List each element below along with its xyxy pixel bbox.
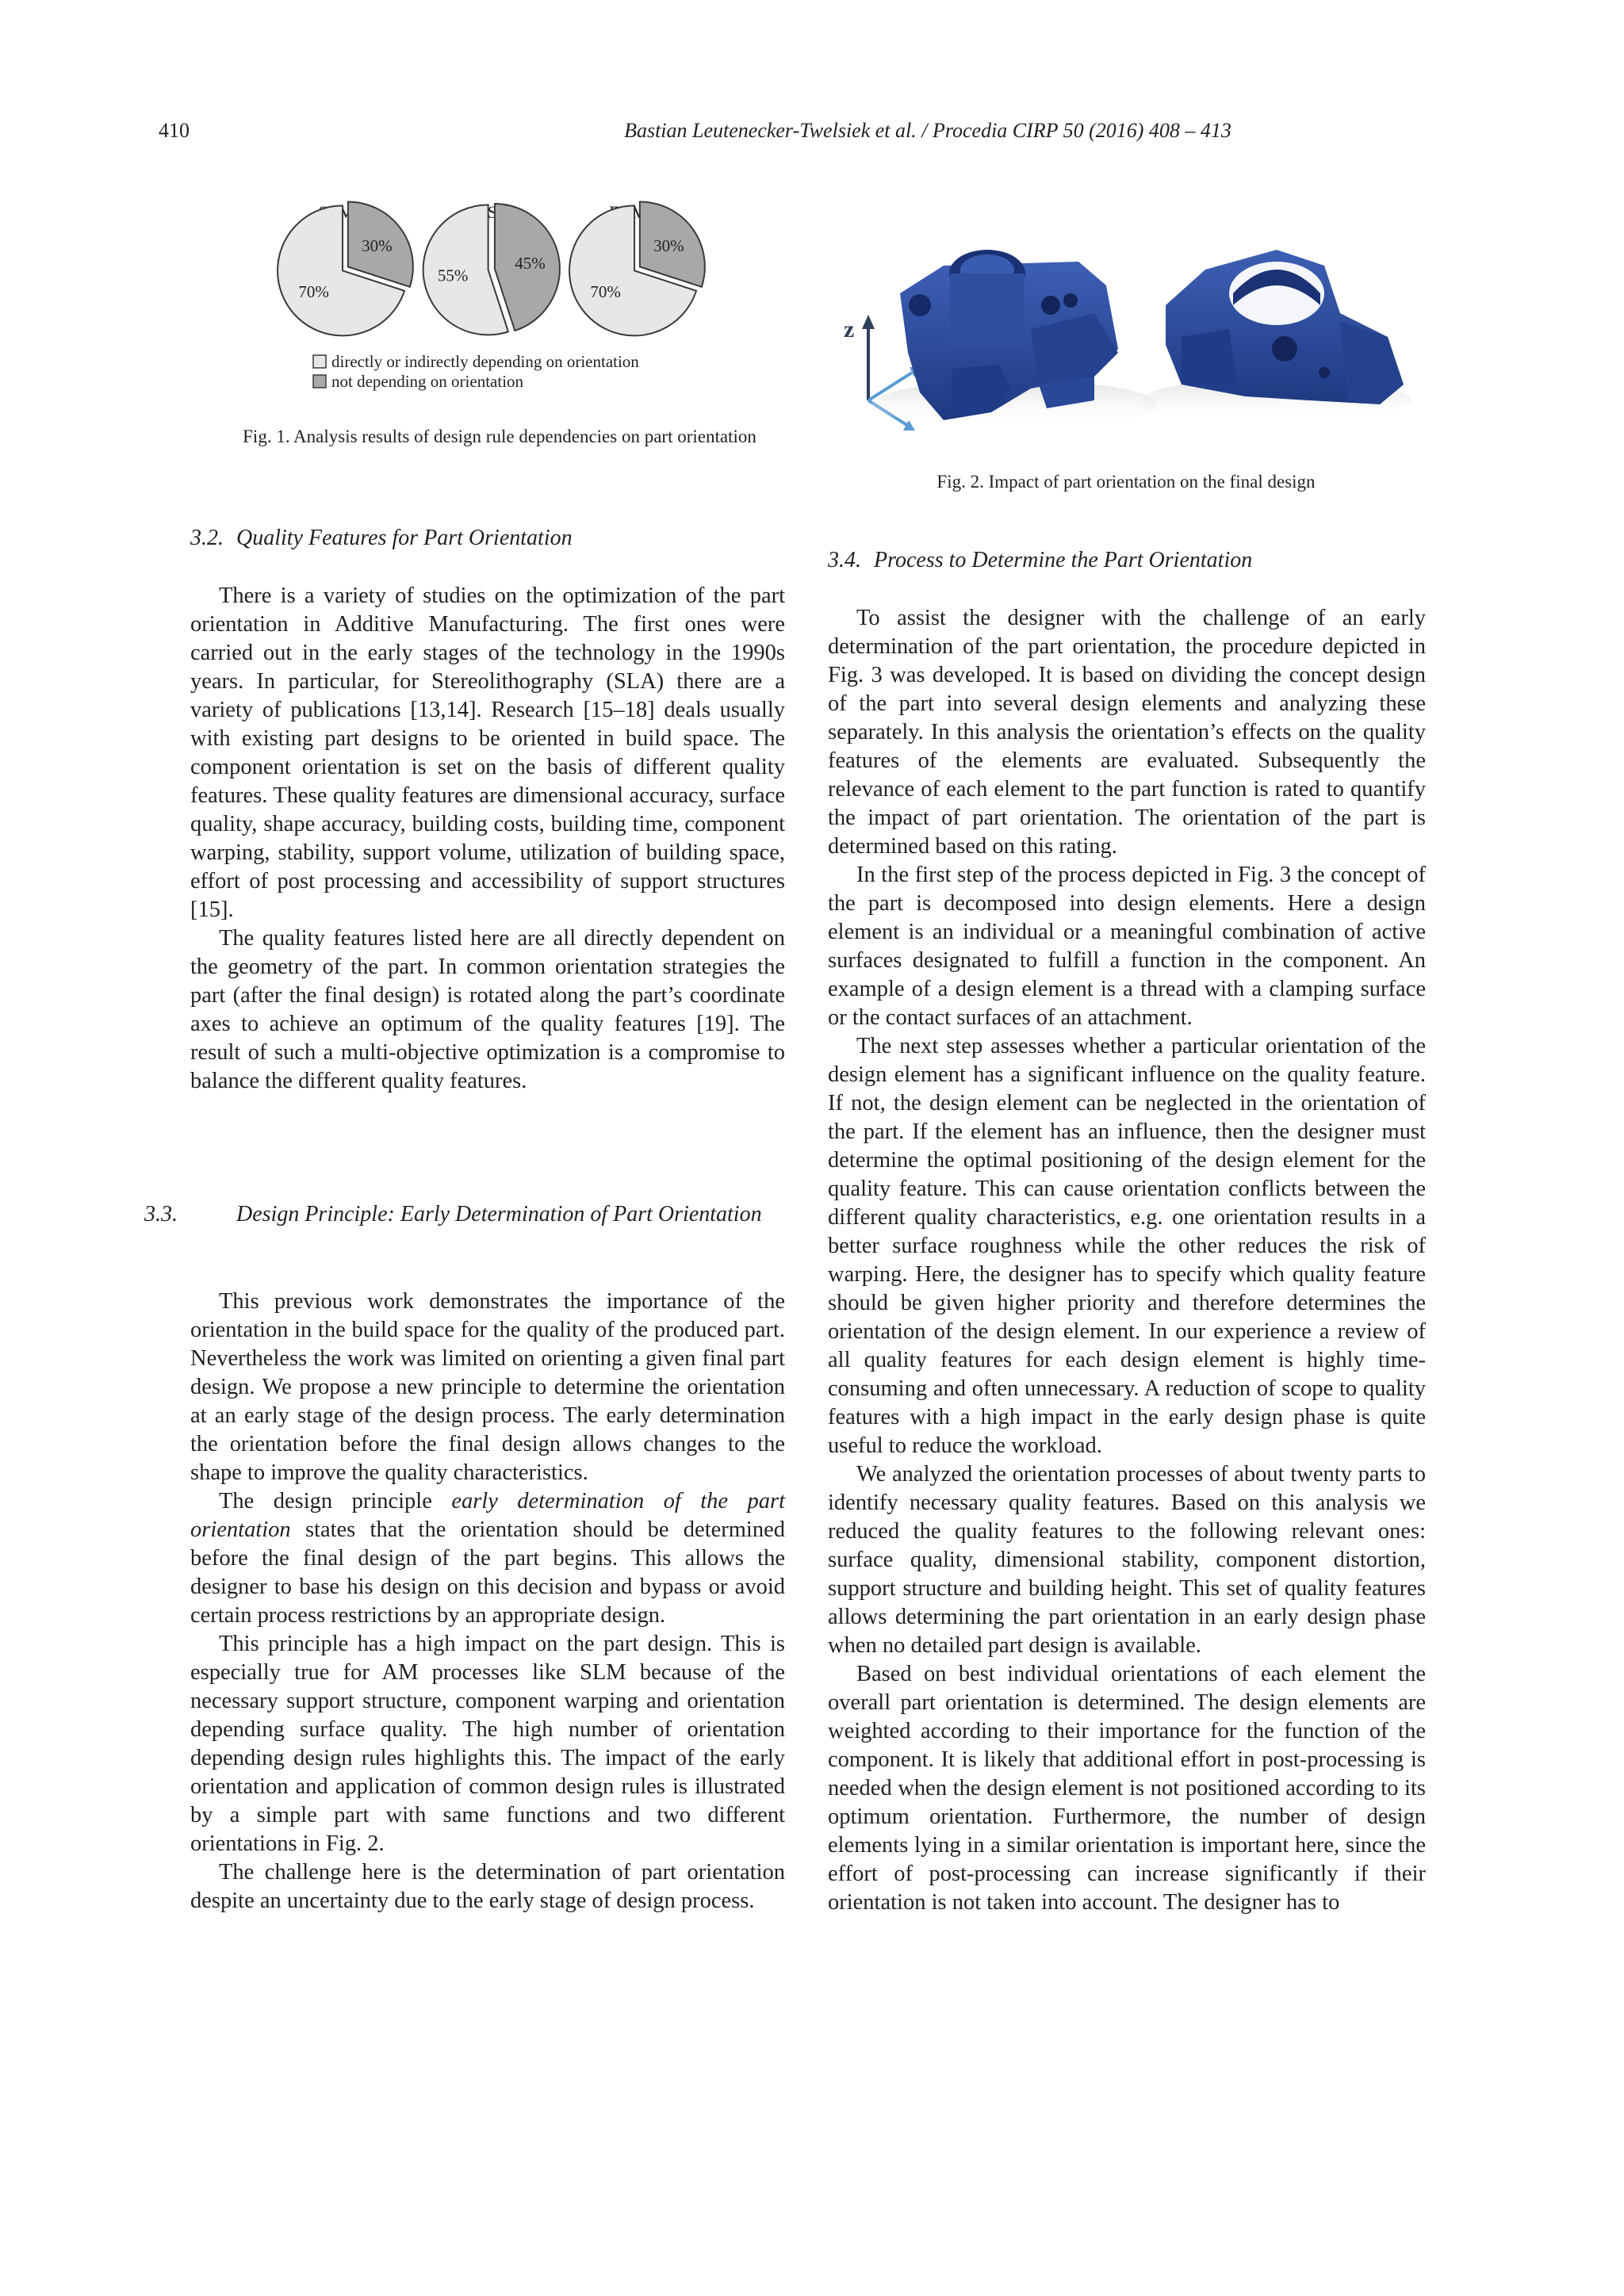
section-title: Quality Features for Part Orientation [236, 526, 573, 550]
part-orientation-b [1142, 250, 1411, 423]
section-3-2-body [190, 582, 785, 1096]
page-number: 410 [159, 119, 190, 142]
emphasized-term: early determination of the part orientation [190, 1489, 785, 1542]
section-title: Process to Determine the Part Orientation [874, 548, 1253, 572]
legend-label: not depending on orientation [331, 372, 524, 391]
section-3-2-heading [190, 523, 801, 553]
figure-2-caption: Fig. 2. Impact of part orientation on the final design [936, 472, 1316, 492]
section-number: 3.4. [828, 548, 861, 572]
section-3-4-heading [828, 545, 1431, 575]
pie-charts [262, 194, 737, 424]
paragraph: This previous work demonstrates the importance of the orientation in the build space for the quality of the produced part. Nevertheless the work was limited on orienting a given final part design. We propose a new principle to determine the orientation at an early stage of the design process. The early determination the orientation before the final design allows changes to the shape to improve the quality characteristics. [190, 1289, 785, 1485]
pie-data-label: 70% [590, 281, 621, 301]
paragraph: There is a variety of studies on the optimization of the part orientation in Additive Manufacturing. The first ones were carried out in the early stages of the technology in the 1990s years. In particular, for Stereolithography (SLA) there are a variety of publications [13,14]. Research [15–18] deals usually with existing part designs to be oriented in build space. The component orientation is set on the basis of different quality features. These quality features are dimensional accuracy, surface quality, shape accuracy, building costs, building time, component warping, stability, support volume, utilization of building space, effort of post processing and accessibility of support structures [15]. [190, 584, 785, 922]
pie-data-label: 30% [653, 235, 684, 255]
section-number: 3.3. [144, 1202, 178, 1226]
paragraph [190, 1487, 785, 1630]
part-orientation-illustration [833, 218, 1427, 464]
text: states that the orientation should be determined before the final design of the part begins. This allows the designer to base his design on this decision and bypass or avoid certain process restrictions by an appropriate design. [190, 1517, 785, 1628]
pie-data-label: 45% [515, 254, 546, 274]
running-header: Bastian Leutenecker-Twelsiek et al. / Procedia CIRP 50 (2016) 408 – 413 [624, 119, 1231, 142]
paragraph: Based on best individual orientations of each element the overall part orientation is determined. The design elements are weighted according to their importance for the function of the component. It is likely that additional effort in post-processing is needed when the design element is not positioned according to its optimum orientation. Furthermore, the number of design elements lying in a similar orientation is important here, since the effort of post-processing can increase significantly if their orientation is not taken into account. The designer has to [828, 1662, 1426, 1915]
paragraph: The next step assesses whether a particular orientation of the design element has a significant influence on the quality feature. If not, the design element can be neglected in the orientation of the part. If the element has an influence, then the designer must determine the optimal positioning of the design element for the quality feature. This can cause orientation conflicts between the different quality characteristics, e.g. one orientation results in a better surface roughness while the other reduces the risk of warping. Here, the designer has to specify which quality feature should be given higher priority and therefore determines the orientation of the design element. In our experience a review of all quality features for each design element is highly time-consuming and often unnecessary. A reduction of scope to quality features with a high impact in the early design phase is quite useful to reduce the workload. [828, 1034, 1426, 1458]
figure-1-caption: Fig. 1. Analysis results of design rule dependencies on part orientation [243, 427, 756, 446]
pie-data-label: 30% [362, 235, 393, 255]
section-title: Design Principle: Early Determination of Part Orientation [236, 1202, 762, 1226]
figure-1 [262, 194, 737, 424]
text: The design principle [219, 1489, 452, 1513]
section-3-4-body [828, 604, 1426, 1917]
section-3-3-heading [144, 1200, 793, 1229]
legend-swatch [313, 375, 326, 388]
legend-label: directly or indirectly depending on orientation [331, 352, 639, 371]
paragraph: In the first step of the process depicted in Fig. 3 the concept of the part is decomposed into design elements. Here a design element is an individual or a meaningful combination of active surfaces designated to fulfill a function in the component. An example of a design element is a thread with a clamping surface or the contact surfaces of an attachment. [828, 863, 1426, 1030]
section-number: 3.2. [190, 526, 224, 550]
section-3-3-body [190, 1288, 785, 1915]
figure-2 [833, 218, 1427, 464]
legend-swatch [313, 355, 326, 368]
pie-data-label: 70% [298, 281, 329, 301]
part-orientation-a [872, 250, 1158, 428]
paragraph: To assist the designer with the challenge of an early determination of the part orientation, the procedure depicted in Fig. 3 was developed. It is based on dividing the concept design of the part into several design elements and analyzing these separately. In this analysis the orientation’s effects on the quality features of the elements are evaluated. Subsequently the relevance of each element to the part function is rated to quantify the impact of part orientation. The orientation of the part is determined based on this rating. [828, 606, 1426, 859]
paragraph: The quality features listed here are all directly dependent on the geometry of the part. In common orientation strategies the part (after the final design) is rotated along the part’s coordinate axes to achieve an optimum of the quality features [19]. The result of such a multi-objective optimization is a compromise to balance the different quality features. [190, 926, 785, 1093]
z-axis-label: z [844, 316, 855, 342]
paragraph: The challenge here is the determination of part orientation despite an uncertainty due to the early stage of design process. [190, 1860, 785, 1913]
paragraph: This principle has a high impact on the part design. This is especially true for AM processes like SLM because of the necessary support structure, component warping and orientation depending surface quality. The high number of orientation depending design rules highlights this. The impact of the early orientation and application of common design rules is illustrated by a simple part with same functions and two different orientations in Fig. 2. [190, 1632, 785, 1856]
pie-data-label: 55% [437, 266, 469, 285]
paragraph: We analyzed the orientation processes of about twenty parts to identify necessary quality features. Based on this analysis we reduced the quality features to the following relevant ones: surface quality, dimensional stability, component distortion, support structure and building height. This set of quality features allows determining the part orientation in an early design phase when no detailed part design is available. [828, 1462, 1426, 1658]
